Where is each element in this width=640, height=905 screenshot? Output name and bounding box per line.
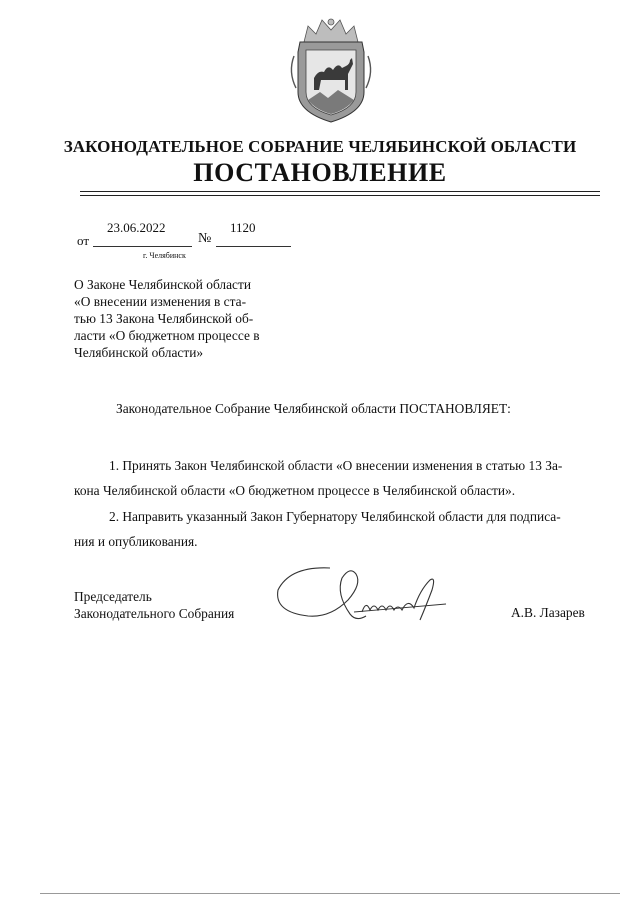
decree-statement: Законодательное Собрание Челябинской области ПОСТАНОВЛЯЕТ: <box>116 401 511 416</box>
paragraph-line: кона Челябинской области «О бюджетном процессе в Челябинской области». <box>74 483 516 498</box>
document-type-title: ПОСТАНОВЛЕНИЕ <box>193 158 447 187</box>
paragraph-line: 1. Принять Закон Челябинской области «О внесении изменения в статью 13 За- <box>109 458 563 473</box>
page-bottom-edge <box>40 893 620 894</box>
chelyabinsk-coat-of-arms-icon <box>286 12 376 124</box>
date-from-label: от <box>77 233 90 248</box>
subject-line: тью 13 Закона Челябинской об- <box>74 311 254 326</box>
decision-item-2 <box>74 504 590 554</box>
organization-title: ЗАКОНОДАТЕЛЬНОЕ СОБРАНИЕ ЧЕЛЯБИНСКОЙ ОБЛАСТИ <box>63 137 577 156</box>
paragraph-line: ния и опубликования. <box>74 534 198 549</box>
number-underline <box>216 246 291 247</box>
header-divider <box>80 191 600 192</box>
subject-line: «О внесении изменения в ста- <box>74 294 247 309</box>
date-underline <box>93 246 192 247</box>
signatory-title-line: Председатель <box>74 589 152 604</box>
handwritten-signature <box>270 560 470 630</box>
subject-line: Челябинской области» <box>74 345 204 360</box>
document-subject <box>74 276 280 361</box>
number-sign: № <box>198 231 212 246</box>
signatory-name: А.В. Лазарев <box>511 605 585 620</box>
subject-line: ласти «О бюджетном процессе в <box>74 328 260 343</box>
document-date: 23.06.2022 <box>107 220 166 235</box>
subject-line: О Законе Челябинской области <box>74 277 252 292</box>
document-number: 1120 <box>230 220 256 235</box>
signatory-title <box>74 588 234 622</box>
city-label: г. Челябинск <box>143 251 186 260</box>
signatory-title-line: Законодательного Собрания <box>74 606 235 621</box>
decision-item-1 <box>74 453 590 503</box>
paragraph-line: 2. Направить указанный Закон Губернатору Челябинской области для подписа- <box>109 509 561 524</box>
header-divider <box>80 195 600 196</box>
